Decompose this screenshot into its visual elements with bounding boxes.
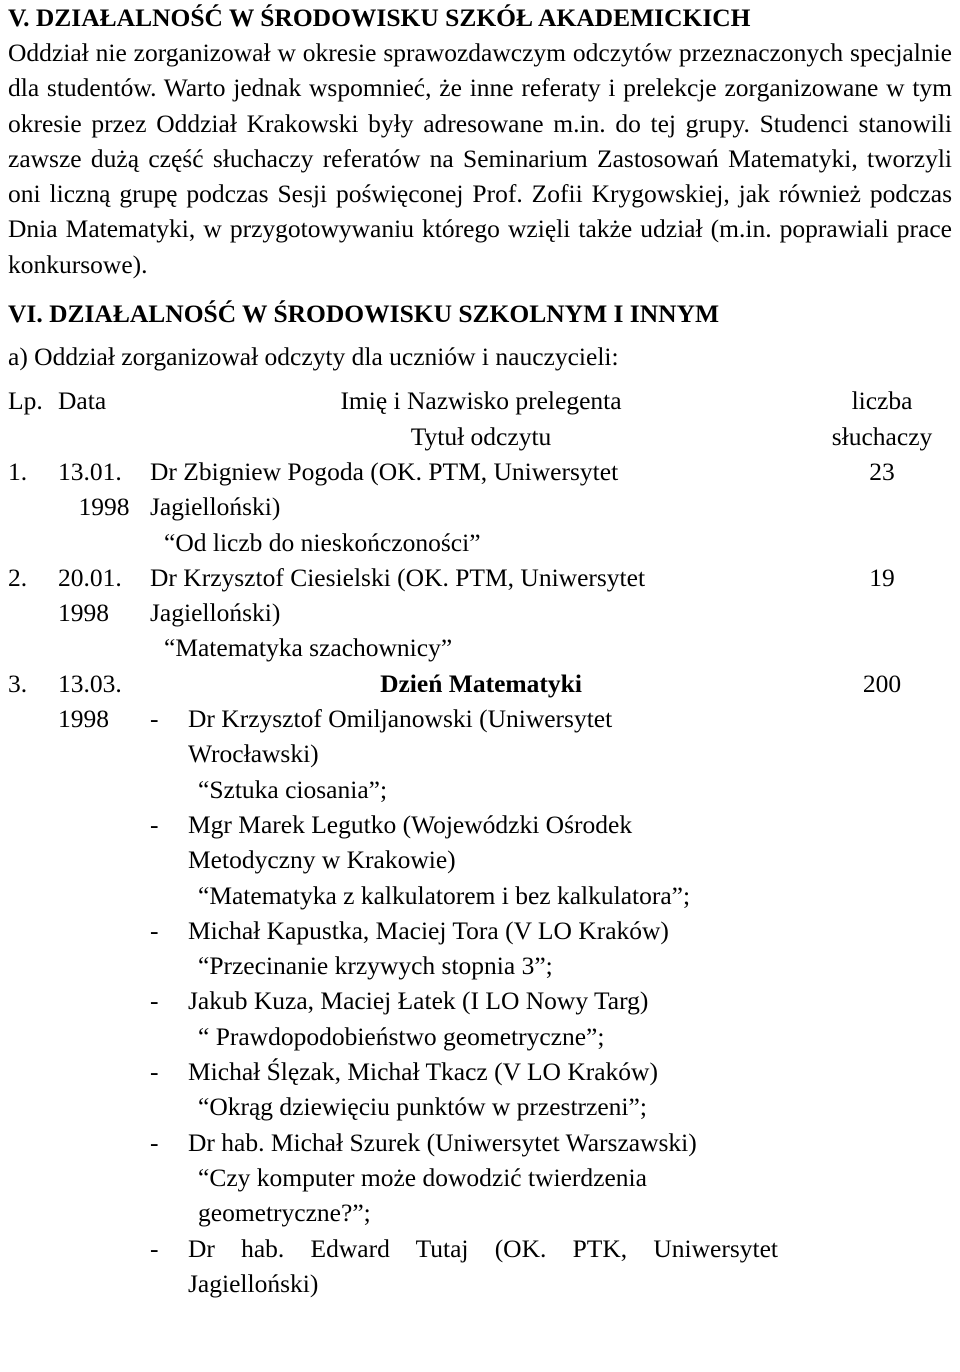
talk-title: “Matematyka z kalkulatorem i bez kalkulatora”; [198,880,691,910]
speaker-item [150,913,812,984]
event-main [150,666,812,1301]
lectures-table [8,383,952,1301]
speaker-item [150,1054,812,1125]
table-row-event [8,666,952,1301]
section-5-paragraph: Oddział nie zorganizował w okresie sprawozdawczym odczytów przeznaczonych specjalnie dla studentów. Warto jednak wspomnieć, że inne referaty i prelekcje zorganizowane w tym okresie przez Oddział Krakowski były adresowane m.in. do tej grupy. Studenci stanowili zawsze dużą część słuchaczy referatów na Seminarium Zastosowań Matematyki, tworzyli oni liczną grupę podczas Sesji poświęconej Prof. Zofii Krygowskiej, jak również podczas Dnia Matematyki, w przygotowywaniu którego wzięli także udział (m.in. poprawiali prace konkursowe). [8,38,952,279]
event-title: Dzień Matematyki [380,668,582,698]
list-dash: - [150,986,159,1016]
talk-title: “Sztuka ciosania”; [198,774,388,804]
row-date-year: 1998 [58,598,109,628]
talk-title: “Czy komputer może dowodzić twierdzenia geometryczne?”; [198,1162,647,1228]
header-speaker: Imię i Nazwisko prelegenta [340,386,622,416]
row-count: 19 [869,562,895,592]
row-lp: 2. [8,562,28,592]
row-date [58,454,150,560]
speaker-item [150,701,812,807]
row-date-day: 13.01. [58,456,122,486]
section-5-heading: V. DZIAŁALNOŚĆ W ŚRODOWISKU SZKÓŁ AKADEMICKICH [8,3,751,32]
speaker-name: Jakub Kuza, Maciej Łatek (I LO Nowy Targ) [188,986,649,1016]
header-lp: Lp. [8,386,43,416]
row-date [58,560,150,666]
row-speaker: Dr Krzysztof Ciesielski (OK. PTM, Uniwersytet Jagielloński) [150,562,646,628]
row-main [150,560,812,666]
row-speaker: Dr Zbigniew Pogoda (OK. PTM, Uniwersytet Jagielloński) [150,456,619,522]
header-count-line-1: liczba [851,386,913,416]
speaker-name: Dr hab. Edward Tutaj (OK. PTK, Uniwersytet Jagielloński) [188,1233,778,1298]
header-date: Data [58,386,107,416]
row-main [150,454,812,560]
header-speaker-title [150,383,812,454]
speaker-name: Mgr Marek Legutko (Wojewódzki Ośrodek Metodyczny w Krakowie) [188,809,633,875]
list-dash: - [150,915,159,945]
speaker-name: Michał Kapustka, Maciej Tora (V LO Kraków) [188,915,669,945]
row-lecture-title: “Matematyka szachownicy” [164,633,453,663]
row-date-day: 13.03. [58,668,122,698]
row-date-year: 1998 [58,704,109,734]
speaker-item [150,983,812,1054]
row-date-year: 1998 [78,492,130,522]
talk-title: “Przecinanie krzywych stopnia 3”; [198,951,553,981]
section-6-heading: VI. DZIAŁALNOŚĆ W ŚRODOWISKU SZKOLNYM I INNYM [8,299,720,329]
speaker-item [150,807,812,913]
speaker-item [150,1125,812,1231]
speaker-name: Dr Krzysztof Omiljanowski (Uniwersytet Wrocławski) [188,704,613,769]
row-date [58,666,150,1301]
list-dash: - [150,1057,159,1087]
speaker-item [150,1231,812,1302]
row-count: 23 [869,456,895,486]
row-lp: 3. [8,668,28,698]
table-row [8,454,952,560]
row-count: 200 [862,668,902,698]
list-dash: - [150,704,159,734]
section-6-lead: a) Oddział zorganizował odczyty dla uczniów i nauczycieli: [8,342,619,372]
talk-title: “ Prawdopodobieństwo geometryczne”; [198,1021,605,1051]
list-dash: - [150,1127,159,1157]
table-row [8,560,952,666]
header-title: Tytuł odczytu [410,421,552,451]
row-lecture-title: “Od liczb do nieskończoności” [164,527,481,557]
row-date-day: 20.01. [58,562,122,592]
row-lp: 1. [8,456,28,486]
header-count-line-2: słuchaczy [831,421,933,451]
header-count [812,383,952,454]
list-dash: - [150,809,159,839]
list-dash: - [150,1233,159,1263]
speaker-name: Michał Ślęzak, Michał Tkacz (V LO Kraków) [188,1057,658,1087]
speaker-name: Dr hab. Michał Szurek (Uniwersytet Warszawski) [188,1127,697,1157]
table-header-row [8,383,952,454]
talk-title: “Okrąg dziewięciu punktów w przestrzeni”; [198,1092,647,1122]
